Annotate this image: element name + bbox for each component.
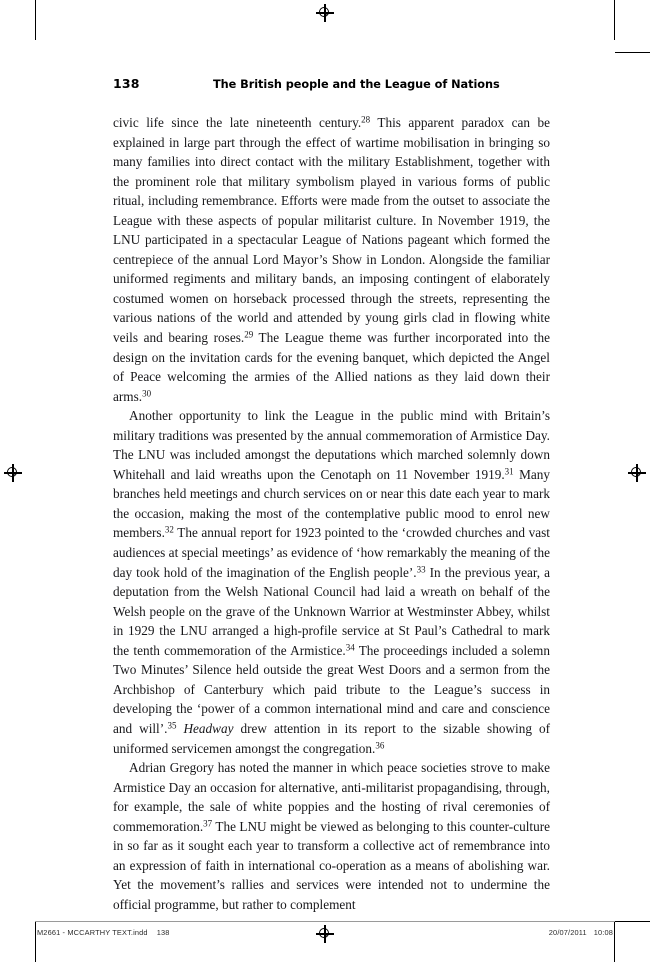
footnote-marker: 32 [164, 524, 174, 535]
running-head [113, 76, 550, 94]
footnote-marker: 35 [167, 720, 177, 731]
page-folio-number: 138 [113, 76, 140, 91]
body-text [113, 113, 550, 914]
italic-title: Headway [183, 720, 234, 736]
running-head-title: The British people and the League of Nations [213, 78, 500, 91]
footnote-marker: 30 [142, 387, 152, 398]
footer-timestamp [549, 928, 613, 937]
page-footer [0, 926, 650, 942]
text-run: This apparent paradox can be explained in large part through the effect of wartime mobilisation in bringing so many families into direct contact with the military Establishment, together with the prominent role that military symbolism played in various forms of public ritual, including remembrance. Efforts were made from the outset to associate the League with these aspects of popular militarist culture. In November 1919, the LNU participated in a spectacular League of Nations pageant which formed the centrepiece of the annual Lord Mayor’s Show in London. Alongside the familiar uniformed regiments and military bands, an imposing contingent of elaborately costumed women on horseback processed through the streets, representing the various nations of the world and attended by young girls clad in flowing white veils and bearing roses. [113, 115, 551, 346]
footnote-marker: 34 [345, 642, 355, 653]
footer-time: 10:08 [593, 928, 613, 937]
footnote-marker: 29 [244, 329, 254, 340]
trim-mark-top-right-vertical [614, 0, 615, 40]
footnote-marker: 33 [416, 563, 426, 574]
footer-page-number: 138 [156, 928, 170, 937]
paragraph-adrian-gregory [113, 758, 550, 914]
trim-mark-top-left-vertical [35, 0, 36, 40]
text-run: In the previous year, a deputation from the Welsh National Council had laid a wreath on behalf of the Welsh people on the grave of the Unknown Warrior at Westminster Abbey, whilst in 1929 the LNU arranged a high-profile service at St Paul’s Cathedral to mark the tenth commemoration of the Armistice. [113, 564, 550, 658]
text-run: The annual report for 1923 pointed to the ‘crowded churches and vast audiences at special meetings’ as evidence of ‘how remarkably the meaning of the day took hold of the imagination of the English people’. [113, 525, 550, 580]
registration-target-icon-right [628, 464, 646, 482]
trim-mark-bottom-right-horizontal [615, 921, 650, 922]
page-text-column [113, 0, 550, 914]
text-run: The LNU might be viewed as belonging to this counter-culture in so far as it sought each year to transform a collective act of remembrance into an expression of faith in international co-operation as a means of abolishing war. Yet the movement’s rallies and services were intended not to undermine the official programme, but rather to complement [113, 818, 550, 912]
footer-filename: M2661 - MCCARTHY TEXT.indd [37, 928, 148, 937]
registration-target-icon-left [4, 464, 22, 482]
text-run: The League theme was further incorporated into the design on the invitation cards for the evening banquet, which depicted the Angel of Peace welcoming the armies of the Allied nations as they laid down their arms. [113, 330, 550, 404]
text-run: Many branches held meetings and church services on or near this date each year to mark the occasion, making the most of the contemplative public mood to enrol new members. [113, 466, 550, 541]
footnote-marker: 37 [203, 818, 213, 829]
footnote-marker: 36 [375, 739, 385, 750]
text-run: Another opportunity to link the League in the public mind with Britain’s military traditions was presented by the annual commemoration of Armistice Day. The LNU was included amongst the deputations which marched solemnly down Whitehall and laid wreaths upon the Cenotaph on 11 November 1919. [113, 408, 550, 482]
paragraph-continued [113, 113, 550, 406]
footnote-marker: 28 [361, 114, 371, 125]
footer-date: 20/07/2011 [548, 928, 587, 937]
text-run: Adrian Gregory has noted the manner in which peace societies strove to make Armistice Day an occasion for alternative, anti-militarist propagandising, through, for example, the sale of white poppies and the hosting of rival ceremonies of commemoration. [113, 760, 550, 834]
footnote-marker: 31 [504, 466, 514, 477]
footer-divider [35, 921, 615, 922]
trim-mark-top-right-horizontal [615, 52, 650, 53]
text-run: drew attention in its report to the sizable showing of uniformed servicemen amongst the congregation. [113, 720, 550, 756]
paragraph-armistice-day [113, 406, 550, 758]
text-run: The proceedings included a solemn Two Minutes’ Silence held outside the great West Doors and a sermon from the Archbishop of Canterbury which paid tribute to the League’s success in developing the ‘power of a common international mind and care and conscience and will’. [113, 642, 550, 736]
footer-source-file [37, 928, 169, 937]
text-run: civic life since the late nineteenth century. [113, 115, 362, 130]
